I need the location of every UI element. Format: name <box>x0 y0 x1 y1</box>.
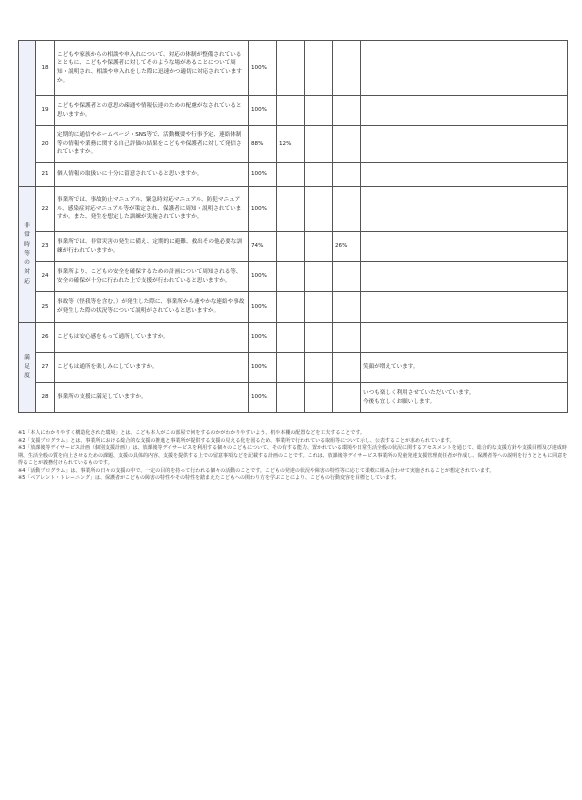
neutral-percent <box>277 232 305 262</box>
no-percent <box>305 292 333 323</box>
comment-cell <box>361 126 568 163</box>
question-text: こどもや保護者との意思の疎通や情報伝達のための配慮がなされていると思いますか。 <box>55 96 249 126</box>
neutral-percent <box>277 41 305 96</box>
neutral-percent <box>277 323 305 353</box>
comment-cell <box>361 96 568 126</box>
question-text: 事故等（怪我等を含む。）が発生した際に、事業所から速やかな連絡や事故が発生した際の状況等について説明がされていると思いますか。 <box>55 292 249 323</box>
unknown-percent <box>333 187 361 232</box>
yes-percent: 100% <box>249 96 277 126</box>
unknown-percent <box>333 262 361 292</box>
row-number: 24 <box>36 262 55 292</box>
question-text: こどもは通所を楽しみにしていますか。 <box>55 353 249 383</box>
yes-percent: 100% <box>249 187 277 232</box>
comment-text: 笑顔が増えています。 <box>363 364 419 371</box>
comment-cell <box>361 323 568 353</box>
no-percent <box>305 383 333 413</box>
neutral-percent: 12% <box>277 126 305 163</box>
yes-percent: 100% <box>249 163 277 187</box>
comment-text: いつも楽しく利用させていただいています。 <box>363 389 475 396</box>
question-text: こどもは安心感をもって通所していますか。 <box>55 323 249 353</box>
table-row <box>19 96 568 126</box>
neutral-percent <box>277 353 305 383</box>
category-emergency: 非常時等の対応 <box>19 187 36 323</box>
unknown-percent <box>333 41 361 96</box>
no-percent <box>305 323 333 353</box>
no-percent <box>305 262 333 292</box>
footnote-1: ※1「本人にわかりやすく構造化された環境」とは、こども本人がこの部屋で何をするのかがわかりやすいよう、机や本棚の配置などを工夫することです。 <box>18 430 365 436</box>
evaluation-table <box>18 40 568 413</box>
comment-cell <box>361 353 568 383</box>
comment-cell <box>361 232 568 262</box>
neutral-percent <box>277 96 305 126</box>
footnote-2: ※2「支援プログラム」とは、事業所における総合的な支援の推進と事業所が提供する支援の見える化を図るため、事業所で行われている取組等について示し、公表することが求められています。 <box>18 437 455 444</box>
row-number: 18 <box>36 41 55 96</box>
question-text: こどもや家族からの相談や申入れについて、対応の体制が整備されているとともに、こどもや保護者に対してそのような場があることについて周知・説明され、相談や申入れをした際に迅速かつ適切に対応されていますか。 <box>55 41 249 96</box>
no-percent <box>305 163 333 187</box>
row-number: 25 <box>36 292 55 323</box>
no-percent <box>305 232 333 262</box>
unknown-percent <box>333 126 361 163</box>
category-satisfaction: 満足度 <box>19 323 36 413</box>
comment-cell <box>361 292 568 323</box>
row-number: 23 <box>36 232 55 262</box>
table-row <box>19 41 568 96</box>
neutral-percent <box>277 163 305 187</box>
row-number: 28 <box>36 383 55 413</box>
no-percent <box>305 353 333 383</box>
question-text: 事業所より、こどもの安全を確保するための計画について周知される等、安全の確保が十分に行われた上で支援が行われていると思いますか。 <box>55 262 249 292</box>
footnote-4: ※4「活動プログラム」は、事業所の日々の支援の中で、一定の目的を持って行われる個々の活動のことです。こどもの発達の状況や障害の特性等に応じて柔軟に組み合わせて実施されることが想定されています。 <box>18 467 495 474</box>
unknown-percent <box>333 323 361 353</box>
table-row <box>19 187 568 232</box>
yes-percent: 100% <box>249 323 277 353</box>
unknown-percent <box>333 353 361 383</box>
question-text: 事業所では、事故防止マニュアル、緊急時対応マニュアル、防犯マニュアル、感染症対応マニュアル等が策定され、保護者に周知・説明されていますか。また、発生を想定した訓練が実施されていますか。 <box>55 187 249 232</box>
neutral-percent <box>277 383 305 413</box>
unknown-percent <box>333 383 361 413</box>
comment-cell <box>361 187 568 232</box>
yes-percent: 100% <box>249 383 277 413</box>
row-number: 26 <box>36 323 55 353</box>
footnote-3: ※3「放課後等デイサービス計画（個別支援計画）」は、放課後等デイサービスを利用する個々のこどもについて、その有する能力、置かれている環境や日常生活全般の状況に関するアセスメントを通じて、総合的な支援方針や支援目標及び達成時期、生活全般の質を向上させるための課題、支援の具体的内容、支援を提供する上での留意事項などを記載する計画のことです。これは、放課後等デイサービス事業所の児童発達支援管理責任者が作成し、保護者等への説明を行うとともに同意を得ることが義務付けられているものです。 <box>18 445 568 466</box>
no-percent <box>305 126 333 163</box>
question-text: 事業所の支援に満足していますか。 <box>55 383 249 413</box>
no-percent <box>305 187 333 232</box>
table-row <box>19 353 568 383</box>
table-row <box>19 232 568 262</box>
row-number: 21 <box>36 163 55 187</box>
comment-cell <box>361 163 568 187</box>
row-number: 20 <box>36 126 55 163</box>
row-number: 22 <box>36 187 55 232</box>
comment-cell <box>361 262 568 292</box>
yes-percent: 100% <box>249 292 277 323</box>
table-row <box>19 323 568 353</box>
comment-cell <box>361 383 568 413</box>
footnote-5: ※5「ペアレント・トレーニング」は、保護者がこどもの障害の特性やその特性を踏まえたこどもへの関わり方を学ぶことにより、こどもの行動変容を目標としています。 <box>18 475 400 481</box>
question-text: 事業所では、非常災害の発生に備え、定期的に避難、救出その他必要な訓練が行われていますか。 <box>55 232 249 262</box>
question-text: 定期的に通信やホームページ・SNS等で、活動概要や行事予定、連絡体制等の情報や業務に関する自己評価の結果をこどもや保護者に対して発信されていますか。 <box>55 126 249 163</box>
yes-percent: 88% <box>249 126 277 163</box>
table-row <box>19 163 568 187</box>
yes-percent: 74% <box>249 232 277 262</box>
table-row <box>19 126 568 163</box>
unknown-percent <box>333 292 361 323</box>
table-row <box>19 292 568 323</box>
unknown-percent <box>333 96 361 126</box>
comment-text: 今後も宜しくお願いします。 <box>363 398 436 405</box>
yes-percent: 100% <box>249 262 277 292</box>
neutral-percent <box>277 187 305 232</box>
neutral-percent <box>277 262 305 292</box>
neutral-percent <box>277 292 305 323</box>
category-cell-blank <box>19 41 36 187</box>
no-percent <box>305 96 333 126</box>
unknown-percent: 26% <box>333 232 361 262</box>
yes-percent: 100% <box>249 41 277 96</box>
table-row <box>19 383 568 413</box>
comment-cell <box>361 41 568 96</box>
row-number: 19 <box>36 96 55 126</box>
no-percent <box>305 41 333 96</box>
evaluation-sheet <box>18 40 572 413</box>
row-number: 27 <box>36 353 55 383</box>
table-row <box>19 262 568 292</box>
unknown-percent <box>333 163 361 187</box>
question-text: 個人情報の取扱いに十分に留意されていると思いますか。 <box>55 163 249 187</box>
footnotes <box>18 430 570 483</box>
yes-percent: 100% <box>249 353 277 383</box>
